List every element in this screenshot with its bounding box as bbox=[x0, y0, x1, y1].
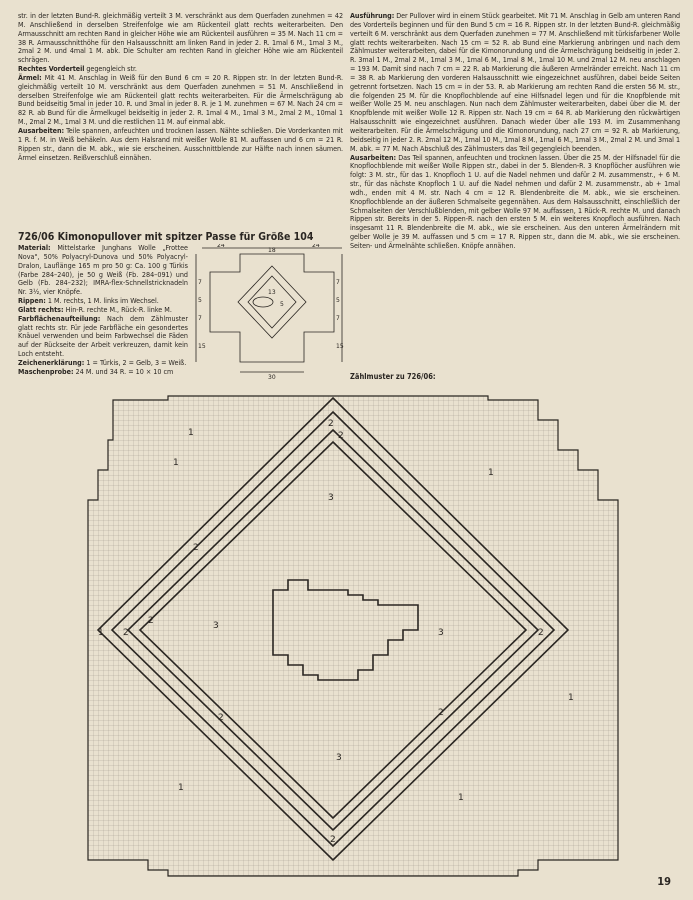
chart-label: 1 bbox=[173, 458, 179, 468]
chart-label: 2 bbox=[123, 628, 129, 638]
heading: Rippen: bbox=[18, 296, 46, 306]
dim-label: 15 bbox=[198, 343, 206, 350]
paragraph bbox=[350, 12, 680, 154]
chart-label: 3 bbox=[213, 621, 219, 631]
left-column-text bbox=[18, 12, 343, 162]
dim-label: 7 bbox=[198, 279, 202, 286]
dim-label: 24 bbox=[312, 244, 320, 249]
text: Das Teil spannen, anfeuchten und trocknen lassen. Über die 25 M. der Hilfsnadel für die Knopflochblende mit weißer Wolle Rippen str., dabei in der 5. Blenden-R. 3 Knopflöcher ausführen wie folgt: 3 M. str., für das 1. Knopfloch 1 U. auf die Nadel nehmen und dafür 2 M. zusammenstr., + 6 M. str., für das nächste Knopfloch 1 U. auf die Nadel nehmen und dafür 2 M. zusammenstr., ab + 1mal wdh., enden mit 4 M. str. Nach 4 cm = 12 R. Blendenbreite die M. abk., wie sie erscheinen. Knopflochblende an der äußeren Schmalseite gegennähen. Aus dem Halsausschnitt, einschließlich der Schmalseiten der Verschlußblenden, mit gelber Wolle 97 M. auffassen, 1 Rück-R. rechte M. und danach Rippen str. Bereits in der 5. Rippen-R. nach den ersten 5 M. ein weiteres Knopfloch ausführen. Nach insgesamt 11 R. Blendenbreite die M. abk., wie sie erscheinen. Aus den unteren Ärmelrändern mit gelber Wolle je 39 M. auffassen und 5 cm = 17 R. Rippen str., dann die M. abk., wie sie erscheinen. Seiten- und Ärmelnähte schließen. Knöpfe annähen. bbox=[350, 152, 680, 250]
text: gegengleich str. bbox=[84, 64, 137, 74]
chart-label: 3 bbox=[328, 493, 334, 503]
text: Nach dem Zählmuster glatt rechts str. Für jede Farbfläche ein gesondertes Knäuel verwenden und beim Farbwechsel die Fäden auf der Rückseite der Arbeit verkreuzen, damit kein Loch entsteht. bbox=[18, 313, 188, 359]
right-column-text bbox=[350, 12, 680, 251]
chart-label: 1 bbox=[188, 428, 194, 438]
dim-label: 18 bbox=[268, 247, 276, 254]
text: Der Pullover wird in einem Stück gearbeitet. Mit 71 M. Anschlag in Gelb am unteren Rand des Vorderteils beginnen und für den Bund 5 cm = 16 R. Rippen str. In der letzten Bund-R. gleichmäßig verteilt 6 M. verschränkt aus dem Querfaden zunehmen = 77 M. Anschließend mit türkisfarbener Wolle glatt rechts weiterarbeiten. Nach 15 cm = 52 R. ab Bund eine Markierung anbringen und nach dem Zählmuster weiterarbeiten, dabei für die Kimonorundung und die Ärmelschrägung beidseitig in jeder 2. R. 3mal 1 M., 2mal 2 M., 1mal 3 M., 1mal 6 M., 1mal 8 M., 1mal 10 M. und 2mal 12 M. neu anschlagen = 193 M. Damit sind nach 7 cm = 22 R. ab Markierung die äußeren Armelränder erreicht. Nach 11 cm = 38 R. ab Markierung den vorderen Halsausschnitt wie eingezeichnet ausführen, dabei beide Seiten getrennt fortsetzen. Nach 15 cm = in der 53. R. ab Markierung am rechten Rand die ersten 56 M. str., die folgenden 25 M. für die Knopflochblende auf eine Hilfsnadel legen und für die Knopfblende mit weißer Wolle 25 M. neu anschlagen. Nun nach dem Zählmuster weiterarbeiten, dabei über die M. der Knopfblende mit weißer Wolle 12 R. Rippen str. Nach 19 cm = 64 R. ab Markierung den rückwärtigen Halsausschnitt wie eingezeichnet ausführen. Danach wieder über alle 193 M. im Zusammenhang weiterarbeiten. Für die Ärmelschrägung und die Kimonorundung, nach 27 cm = 92 R. ab Markierung, beidseitig in jeder 2. R. 2mal 12 M., 1mal 10 M., 1mal 8 M., 1mal 6 M., 1mal 3 M., 2mal 2 M. und 3mal 1 M. abk. = 77 M. Nach Abschluß des Zählmusters das Teil gegengleich beenden. bbox=[350, 11, 680, 153]
materials-text bbox=[18, 244, 188, 377]
paragraph bbox=[18, 74, 343, 127]
heading: Ausarbeiten: bbox=[350, 152, 397, 162]
text: Teile spannen, anfeuchten und trocknen lassen. Nähte schließen. Die Vorderkanten mit 1 R. f. M. in Weiß behäkeln. Aus dem Halsrand mit weißer Wolle 81 M. auffassen und 6 cm = 21 R. Rippen str., dann die M. abk., wie sie erscheinen. Ausschnittblende zur Hälfte nach innen säumen. Ärmel einsetzen. Reißverschluß einnähen. bbox=[18, 125, 343, 162]
dim-label: 15 bbox=[336, 343, 344, 350]
heading: Maschenprobe: bbox=[18, 366, 74, 376]
chart-label: 1 bbox=[458, 793, 464, 803]
dim-label: 24 bbox=[217, 244, 225, 249]
chart-label: 1 bbox=[568, 693, 574, 703]
heading: Material: bbox=[18, 243, 51, 252]
chart-label: 2 bbox=[338, 431, 344, 441]
dim-label: 13 bbox=[268, 289, 276, 296]
text: Mittelstarke Junghans Wolle „Frottee Nova", 50% Polyacryl-Dunova und 50% Polyacryl-Dralon, Lauflänge 165 m pro 50 g: Ca. 100 g Türkis (Farbe 284–240), je 50 g Weiß (Fb. 284–091) und Gelb (Fb. 284–232); IMRA-flex-Schnellstricknadeln Nr. 3½, vier Knöpfe. bbox=[18, 243, 188, 297]
dim-label: 7 bbox=[336, 315, 340, 322]
text: str. in der letzten Bund-R. gleichmäßig verteilt 3 M. verschränkt aus dem Querfaden zunehmen = 42 M. Anschließend in derselben Streifenfolge wie am Rückenteil glatt rechts weiterarbeiten. Den Armausschnitt am rechten Rand in gleicher Höhe wie am Rückenteil ausführen = 35 M. Nach 11 cm = 38 R. Armausschnitthöhe für den Halsausschnitt am linken Rand in jeder 2. R. 1mal 6 M., 1mal 3 M., 2mal 2 M. und 4mal 1 M. abk. Die Schulter am rechten Rand in gleicher Höhe wie am Rückenteil schrägen. bbox=[18, 11, 343, 65]
paragraph bbox=[18, 12, 343, 65]
pattern-title: 726/06 Kimonopullover mit spitzer Passe für Größe 104 bbox=[18, 231, 314, 243]
chart-label: 2 bbox=[193, 543, 199, 553]
chart-label: 3 bbox=[438, 628, 444, 638]
dim-label: 7 bbox=[198, 315, 202, 322]
chart-label: 1 bbox=[488, 468, 494, 478]
knitting-chart bbox=[18, 390, 678, 880]
chart-label: 2 bbox=[538, 628, 544, 638]
chart-label: 1 bbox=[98, 628, 104, 638]
sweater-outline bbox=[210, 254, 334, 362]
text: 1 M. rechts, 1 M. links im Wechsel. bbox=[45, 296, 159, 306]
dim-label: 30 bbox=[268, 374, 276, 381]
text: Mit 41 M. Anschlag in Weiß für den Bund 6 cm = 20 R. Rippen str. In der letzten Bund-R. gleichmäßig verteilt 10 M. verschränkt aus dem Querfaden zunehmen = 51 M. Anschließend in derselben Streifenfolge wie am Rückenteil glatt rechts weiterarbeiten. Für die Ärmelschrägung ab Bund beidseitig 5mal in jeder 10. R. und 3mal in jeder 8. R. je 1 M. zunehmen = 67 M. Nach 24 cm = 82 R. ab Bund für die Ärmelkugel beidseitig in jeder 2. R. 1mal 4 M., 1mal 3 M., 2mal 2 M., 10mal 1 M., 2mal 2 M., 1mal 3 M. und die restlichen 11 M. auf einmal abk. bbox=[18, 72, 343, 127]
chart-label: 3 bbox=[336, 753, 342, 763]
page-number: 19 bbox=[657, 875, 671, 888]
text: 1 = Türkis, 2 = Gelb, 3 = Weiß. bbox=[84, 357, 187, 367]
heading: Zeichenerklärung: bbox=[18, 357, 85, 367]
paragraph bbox=[18, 127, 343, 162]
sweater-schematic bbox=[192, 244, 347, 384]
chart-label: 1 bbox=[178, 783, 184, 793]
heading: Ärmel: bbox=[18, 72, 42, 82]
heading: Rechtes Vorderteil bbox=[18, 64, 85, 74]
heading: Ausarbeiten: bbox=[18, 125, 65, 135]
chart-title: Zählmuster zu 726/06: bbox=[350, 372, 436, 381]
chart-label: 2 bbox=[438, 708, 444, 718]
dim-label: 5 bbox=[336, 297, 340, 304]
dim-label: 5 bbox=[198, 297, 202, 304]
heading: Ausführung: bbox=[350, 11, 395, 20]
chart-label: 2 bbox=[330, 835, 336, 845]
text: 24 M. und 34 R. = 10 × 10 cm bbox=[73, 366, 174, 376]
heading: Glatt rechts: bbox=[18, 304, 64, 314]
dim-label: 7 bbox=[336, 279, 340, 286]
chart-label: 2 bbox=[148, 616, 154, 626]
dim-label: 5 bbox=[280, 301, 284, 308]
paragraph bbox=[350, 154, 680, 251]
neckline bbox=[253, 297, 273, 307]
chart-label: 2 bbox=[218, 713, 224, 723]
chart-label: 2 bbox=[328, 419, 334, 429]
text: Hin-R. rechte M., Rück-R. linke M. bbox=[63, 304, 172, 314]
heading: Farbflächenaufteilung: bbox=[18, 313, 101, 323]
